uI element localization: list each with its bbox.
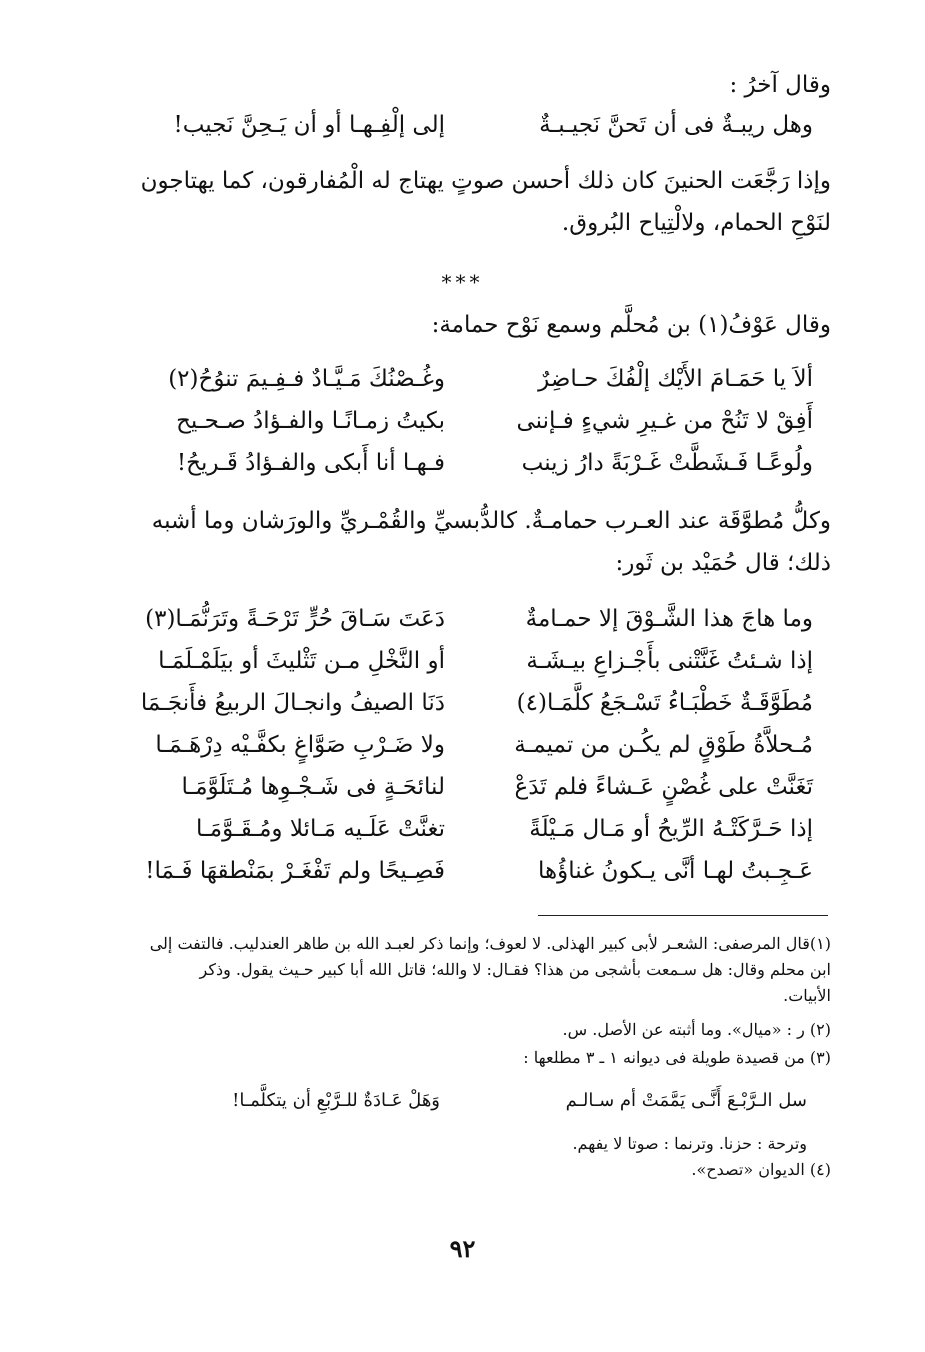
verse1-first-hemistich: وهل ريبـةٌ فى أن تَحنَّ نَجيـبـةٌ <box>539 112 813 138</box>
humayd-verse5-second: لنائحَـةٍ فى شَـجْـوِها مُـتَلَوَّمَـا <box>181 774 445 800</box>
section-divider-stars: *** <box>441 270 484 294</box>
humayd-verse2-first: إذا شـئتُ غَنَّتْنى بأَجْـزاعِ بيـشَـة <box>526 648 813 674</box>
page-number: ٩٢ <box>449 1234 476 1263</box>
humayd-verse3-second: دَنَا الصيفُ وانجـالَ الربيعُ فأَنجَـمَا <box>140 690 445 716</box>
footnote-separator <box>538 915 828 916</box>
awf-verse1-first: ألاَ يا حَمَـامَ الأَيْك إلْفُكَ حـاضِرٌ <box>538 366 813 392</box>
humayd-verse7-first: عَـجِـبتُ لهـا أنَّى يـكونُ غناؤُها <box>538 858 813 884</box>
footnote4: (٤) الديوان «تصدح». <box>691 1160 831 1179</box>
footnote2: (٢) ر : «ميال». وما أثبته عن الأصل. س. <box>562 1020 831 1039</box>
paragraph2-line2: ذلك؛ قال حُمَيْد بن ثَور: <box>615 550 831 576</box>
intro-line: وقال آخرُ : <box>729 72 831 98</box>
awf-intro: وقال عَوْفُ(١) بن مُحلَّم وسمع نَوْح حمامة: <box>431 312 831 338</box>
humayd-verse4-first: مُـحلاَّةُ طَوْقٍ لم يكُـن من تميمـة <box>514 732 813 758</box>
awf-verse2-second: بكيتُ زمـانًـا والفـؤادُ صـحـيح <box>176 408 445 434</box>
humayd-verse3-first: مُطَوَّقَـةٌ خَطْبَـاءُ تَسْـجَعُ كلَّمَـا(٤) <box>516 690 813 716</box>
awf-verse1-second: وغُـصْنُكَ مَـيَّـادٌ فـفِـيمَ تنوُحُ(٢) <box>168 366 445 392</box>
awf-verse3-first: ولُوعًـا فَـشَطَّتْ غَـرْبَةً دارُ زينب <box>521 450 813 476</box>
footnote3-verse-first: سل الـرَّبْـعَ أَنَّـى يَمَّمَتْ أم سـالـم <box>565 1090 807 1111</box>
verse1-second-hemistich: إلى إلْفِـهـا أو أن يَـحِنَّ نَجيب! <box>173 112 445 138</box>
humayd-verse2-second: أو النَّخْلِ مـن تَثْليثَ أو بيَلَمْـلَمَـا <box>158 648 445 674</box>
humayd-verse5-first: تَغَنَّتْ على غُصْنٍ عَـشاءً فلم تَدَعْ <box>514 774 813 800</box>
humayd-verse6-first: إذا حَـرَّكَتْـهُ الرِّيحُ أو مَـال مَـيْلَةً <box>529 816 813 842</box>
footnote3-verse-second: وَهَلْ عَـادَةٌ للـرَّبْعِ أن يتكلَّمـا! <box>232 1090 440 1111</box>
paragraph1-line1: وإذا رَجَّعَت الحنينَ كان ذلك أحسن صوتٍ يهتاج له الْمُفارقون، كما يهتاجون <box>140 168 831 194</box>
footnote1-line2: ابن محلم وقال: هل سـمعت بأشجى من هذا؟ فقـال: لا والله؛ قاتل الله أبا كبير حـيث يقول. وذكر <box>199 960 831 979</box>
humayd-verse7-second: فَصِـيحًا ولم تَفْغَـرْ بمَنْطقهَا فَـمَا! <box>145 858 445 884</box>
paragraph1-line2: لنَوْحِ الحمام، ولالْتِياح البُروق. <box>561 210 831 236</box>
awf-verse2-first: أَفِقْ لا تَنُحْ من غـيرِ شيءٍ فـإننى <box>516 408 813 434</box>
humayd-verse6-second: تغنَّتْ عَلَـيه مَـائلا ومُـقَـوَّمَـا <box>196 816 445 842</box>
footnote3-gloss: وترحة : حزنا. وترنما : صوتا لا يفهم. <box>572 1134 807 1153</box>
footnote1-line1: (١)قال المرصفى: الشعـر لأبى كبير الهذلى. لا لعوف؛ وإنما ذكر لعبـد الله بن طاهر العندليب. فالتفت إلى <box>149 934 831 953</box>
paragraph2-line1: وكلُّ مُطوَّقَة عند العـرب حمامـةٌ. كالدُّبسيِّ والقُمْـريِّ والورَشان وما أشبه <box>151 508 831 534</box>
footnote1-line3: الأبيات. <box>783 986 831 1005</box>
humayd-verse1-second: دَعَتَ سَـاقَ حُرٍّ تَرْحَـةً وتَرَنُّمَـا(٣) <box>145 606 445 632</box>
awf-verse3-second: فـهـا أنا أَبكى والفـؤادُ قَـريحُ! <box>176 450 445 476</box>
humayd-verse1-first: وما هاجَ هذا الشَّـوْقَ إلا حمـامةٌ <box>525 606 813 632</box>
humayd-verse4-second: ولا ضَـرْبِ صَوَّاغٍ بكفَّـيْه دِرْهَـمَـا <box>155 732 445 758</box>
footnote3: (٣) من قصيدة طويلة فى ديوانه ١ ـ ٣ مطلعها : <box>523 1048 831 1067</box>
